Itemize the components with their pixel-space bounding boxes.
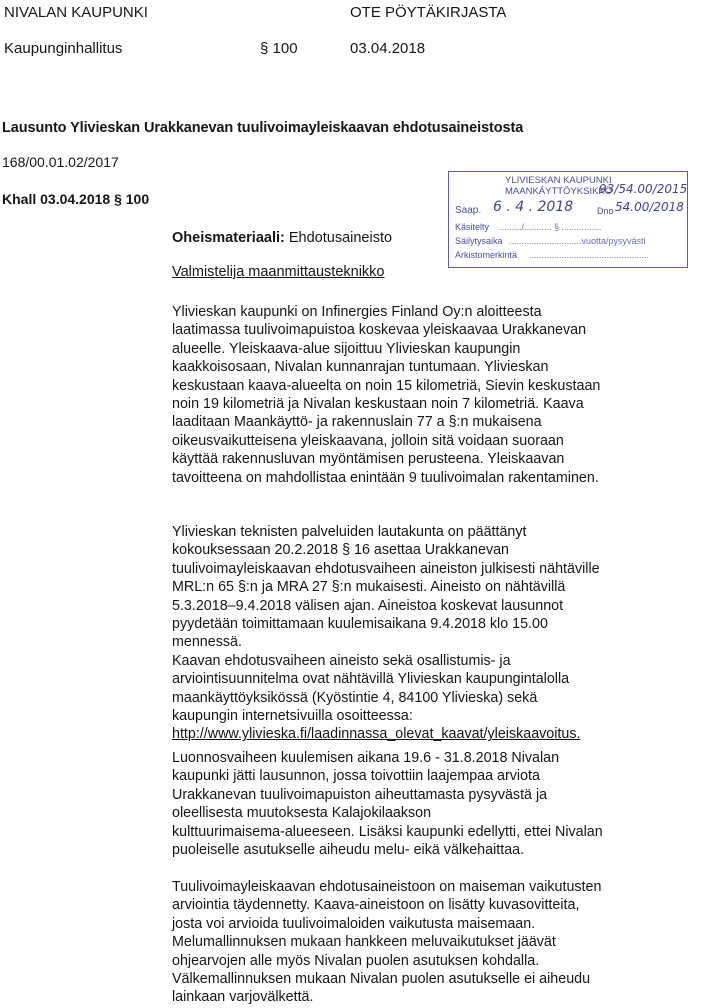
paragraph-assessment [172, 878, 662, 1007]
attachment-label: Oheismateriaali: [172, 230, 285, 246]
stamp-retention-label: Säilytysaika [455, 236, 503, 246]
paragraph-assessment-text: Tuulivoimayleiskaavan ehdotusaineistoon on maiseman vaikutusten arviointia täydennetty. Kaava-aineistoon on lisätty kuvasovitteita, josta voi arvioida tuulivoimaloiden vaikutusta maisemaan. Melumallinnuksen mukaan hankkeen meluvaikutukset jäävät ohjearvojen alle myös Nivalan puolen asutuksen kohdalla. Välkemallinnuksen mukaan Nivalan puolen asutukselle ei aiheudu lainkaan varjovälkettä. [172, 879, 602, 1006]
stamp-archive-line: ................................................ [529, 250, 650, 260]
paragraph-project [172, 303, 662, 487]
stamp-received-date: 6 . 4 . 2018 [493, 199, 574, 215]
governing-body: Kaupunginhallitus [4, 40, 123, 57]
preparer: Valmistelija maanmittausteknikko [172, 264, 385, 280]
section-number: § 100 [260, 40, 298, 57]
stamp-unit: MAANKÄYTTÖYKSIKKÖ [505, 186, 613, 197]
document-type: OTE PÖYTÄKIRJASTA [350, 4, 507, 21]
paragraph-draft-statement [172, 749, 662, 859]
stamp-handled-label: Käsitelty [455, 222, 490, 232]
attachment-value: Ehdotusaineisto [288, 230, 393, 246]
paragraph-project-text: Ylivieskan kaupunki on Infinergies Finland Oy:n aloitteesta laatimassa tuulivoimapuistoa koskevaa yleiskaavaa Urakkanevan alueelle. Yleiskaava-alue sijoittuu Ylivieskan kaupungin kaakkoisosaan, Nivalan kunnanrajan tuntumaan. Ylivieskan keskustaan kaava-alueelta on noin 15 kilometriä, Sievin keskustaan noin 19 kilometriä ja Nivalan keskustaan noin 7 kilometriä. Kaava laaditaan Maankäyttö- ja rakennuslain 77 a §:n mukaisena oikeusvaikutteisena yleiskaavana, jolloin sitä voidaan suoraan käyttää rakennusluvan myöntämisen perusteena. Yleiskaavan tavoitteena on mahdollistaa enintään 9 tuulivoimalan rakentaminen. [172, 304, 601, 486]
paragraph-committee [172, 523, 662, 744]
stamp-handwritten-ref: 93/54.00/2015 [599, 182, 688, 196]
stamp-received-label: Saap. [455, 205, 482, 216]
attachment-line [172, 230, 392, 246]
municipality-name: NIVALAN KAUPUNKI [4, 4, 148, 21]
stamp-dno-label: Dno [597, 206, 614, 216]
stamp-handled-line: ........./........... § ................ [499, 222, 602, 232]
stamp-retention-line: .............................vuotta/pysyvästi [509, 236, 646, 246]
case-number: 168/00.01.02/2017 [2, 154, 119, 170]
stamp-dno-value: 54.00/2018 [615, 200, 684, 214]
received-stamp [448, 171, 688, 268]
stamp-organization: YLIVIESKAN KAUPUNKI [505, 175, 612, 186]
meeting-reference: Khall 03.04.2018 § 100 [2, 191, 150, 207]
ylivieska-planning-link[interactable]: http://www.ylivieska.fi/laadinnassa_olevat_kaavat/yleiskaavoitus. [172, 726, 581, 743]
paragraph-committee-text: Ylivieskan teknisten palveluiden lautakunta on päättänyt kokouksessaan 20.2.2018 § 16 asettaa Urakkanevan tuulivoimayleiskaavan ehdotusvaiheen aineiston julkisesti nähtäville MRL:n 65 §:n ja MRA 27 §:n mukaisesti. Aineisto on nähtävillä 5.3.2018–9.4.2018 välisen ajan. Aineistoa koskevat lausunnot pyydetään toimittamaan kuulemisaikana 9.4.2018 klo 15.00 mennessä. Kaavan ehdotusvaiheen aineisto sekä osallistumis- ja arviointisuunnitelma ovat nähtävillä Ylivieskan kaupungintalolla maankäyttöyksikössä (Kyöstintie 4, 84100 Ylivieska) sekä kaupungin internetsivuilla osoitteessa: [172, 524, 600, 725]
stamp-archive-label: Arkistomerkintä [455, 250, 518, 260]
document-title: Lausunto Ylivieskan Urakkanevan tuulivoimayleiskaavan ehdotusaineistosta [2, 120, 524, 136]
paragraph-draft-statement-text: Luonnosvaiheen kuulemisen aikana 19.6 - 31.8.2018 Nivalan kaupunki jätti lausunnon, jossa toivottiin laajempaa arviota Urakkanevan tuulivoimapuiston aiheuttamasta pysyvästä ja oleellisesta muutoksesta Kalajokilaakson kulttuurimaisema-alueeseen. Lisäksi kaupunki edellytti, ettei Nivalan puoleiselle asutukselle aiheudu melu- eikä välkehaittaa. [172, 750, 603, 859]
meeting-date: 03.04.2018 [350, 40, 426, 57]
